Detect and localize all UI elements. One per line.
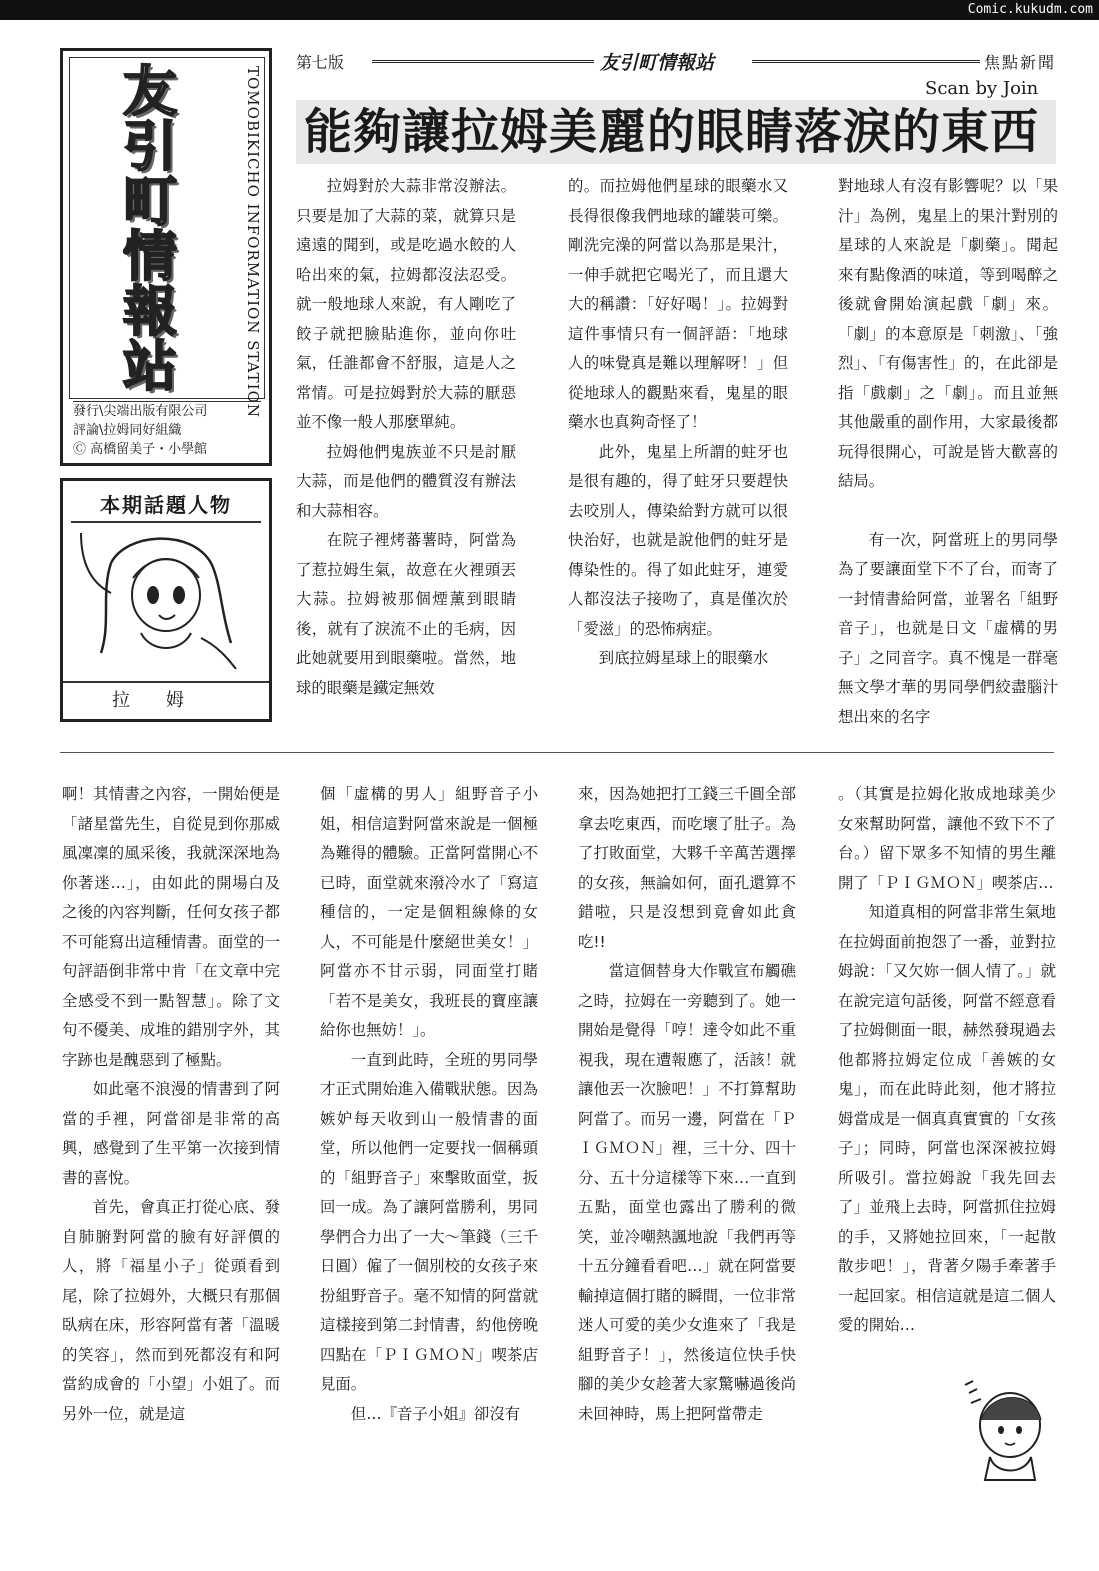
credits (73, 401, 261, 459)
logo-char: 町 (123, 169, 177, 233)
header-rule (372, 60, 594, 63)
logo-char: 情 (123, 224, 177, 288)
topic-character-box (60, 478, 272, 722)
page-header (296, 50, 1056, 72)
paragraph: 在院子裡烤蕃薯時，阿當為了惹拉姆生氣，故意在火裡頭丟大蒜。拉姆被那個煙薰到眼睛後，就有了淚流不止的毛病，因此她就要用到眼藥啦。當然，地球的眼藥是鐵定無效 (296, 531, 516, 697)
lower-column-2 (320, 780, 538, 1429)
masthead-box (60, 48, 272, 466)
paragraph: 啊！其情書之內容，一開始便是「諸星當先生，自從見到你那威風凜凜的風采後，我就深深地為你著迷…」，由如此的開場白及之後的內容判斷，任何女孩子都不可能寫出這種情書。面堂的一句評語倒非常中肯「在文章中完全感受不到一點智慧」。除了文句不優美、成堆的錯別字外，其字跡也是醜惡到了極點。 (62, 785, 280, 1069)
credit-review: 評論\拉姆同好組織 (73, 423, 182, 438)
paragraph: 。（其實是拉姆化妝成地球美少女來幫助阿當，讓他不致下不了台。）留下眾多不知情的男生離開了「ＰＩＧＭＯＮ」喫茶店… (838, 785, 1056, 892)
paragraph: 到底拉姆星球上的眼藥水 (598, 649, 769, 667)
upper-column-1 (296, 172, 516, 703)
lum-illustration (71, 521, 261, 669)
logo-char: 報 (123, 279, 177, 343)
headline-text: 能夠讓拉姆美麗的眼睛落淚的東西 (304, 104, 1040, 160)
credit-publisher: 發行\尖端出版有限公司 (73, 404, 208, 419)
top-bar (0, 0, 1099, 20)
lower-column-1 (62, 780, 280, 1429)
paragraph: 拉姆對於大蒜非常沒辦法。只要是加了大蒜的菜，就算只是遠遠的聞到，或是吃過水餃的人哈出來的氣，拉姆都沒法忍受。就一般地球人來說，有人剛吃了餃子就把臉貼進你，並向你吐氣，任誰都會不舒服，這是人之常情。可是拉姆對於大蒜的厭惡並不像一般人那麼單純。 (296, 177, 516, 431)
topic-character-name: 拉姆 (63, 681, 269, 719)
logo-char: 友 (123, 59, 177, 123)
logo-char: 引 (123, 114, 177, 178)
paragraph: 有一次，阿當班上的男同學為了要讓面堂下不了台，而寄了一封情書給阿當，並署名「組野音子」，也就是日文「虛構的男子」之同音字。真不愧是一群毫無文學才華的男同學們絞盡腦汁想出來的名字 (838, 530, 1058, 726)
series-title: 友引町情報站 (600, 52, 715, 74)
lower-column-3 (578, 780, 796, 1429)
paragraph: 知道真相的阿當非常生氣地在拉姆面前抱怨了一番，並對拉姆說：「又欠妳一個人情了。」就在說完這句話後，阿當不經意看了拉姆側面一眼，赫然發現過去他都將拉姆定位成「善嫉的女鬼」，而在此時此刻，他才將拉姆當成是一個真真實實的「女孩子」；同時，阿當也深深被拉姆所吸引。當拉姆說「我先回去了」並飛上去時，阿當抓住拉姆的手，又將她拉回來，「一起散散步吧！」，背著夕陽手牽著手一起回家。相信這就是這二個人愛的開始… (838, 903, 1056, 1334)
logo-english: TOMOBIKICHO INFORMATION STATION (244, 66, 262, 419)
header-rule (752, 60, 980, 63)
lum-drawing (71, 523, 261, 669)
paragraph: 首先，會真正打從心底、發自肺腑對阿當的臉有好評價的人，將「福星小子」從頭看到尾，除了拉姆外，大概只有那個臥病在床，形容阿當有著「溫暖的笑容」，然而到死都沒有和阿當約成會的「小望」小姐了。而另外一位，就是這 (62, 1198, 280, 1423)
site-watermark: Comic.kukudm.com (967, 2, 1093, 17)
paragraph: 來，因為她把打工錢三千圓全部拿去吃東西，而吃壞了肚子。為了打敗面堂，大夥千辛萬苦選擇的女孩，無論如何，面孔還算不錯啦，只是沒想到竟會如此貪吃!! (578, 785, 796, 951)
paragraph: 個「虛構的男人」組野音子小姐，相信這對阿當來說是一個極為難得的體驗。正當阿當開心不已時，面堂就來潑冷水了「寫這種信的，一定是個粗線條的女人，不可能是什麼絕世美女！」阿當亦不甘示弱，同面堂打賭「若不是美女，我班長的寶座讓給你也無妨！」。 (320, 785, 538, 1039)
issue-label: 第七版 (296, 53, 345, 72)
paragraph: 一直到此時，全班的男同學才正式開始進入備戰狀態。因為嫉妒每天收到山一般情書的面堂，所以他們一定要找一個稱頭的「組野音子」來擊敗面堂，扳回一成。為了讓阿當勝利，男同學們合力出了一大～筆錢（三千日圓）僱了一個別校的女孩子來扮組野音子。毫不知情的阿當就這樣接到第二封情書，約他傍晚四點在「ＰＩＧＭＯＮ」喫茶店見面。 (320, 1050, 538, 1393)
paragraph: 拉姆他們鬼族並不只是討厭大蒜，而是他們的體質沒有辦法和大蒜相容。 (296, 442, 516, 520)
paragraph: 如此毫不浪漫的情書到了阿當的手裡，阿當卻是非常的高興，感覺到了生平第一次接到情書的喜悅。 (62, 1080, 280, 1187)
chibi-doodle (955, 1375, 1055, 1485)
paragraph: 當這個替身大作戰宣布觸礁之時，拉姆在一旁聽到了。她一開始是覺得「哼！達令如此不重視我，現在遭報應了，活該！就讓他丟一次臉吧！」不打算幫助阿當了。而另一邊，阿當在「ＰＩＧＭＯＮ」裡，三十分、四十分、五十分這樣等下來…一直到五點，面堂也露出了勝利的微笑，並冷嘲熱諷地說「我們再等十五分鐘看看吧…」就在阿當要輸掉這個打賭的瞬間，一位非常迷人可愛的美少女進來了「我是組野音子！」，然後這位快手快腳的美少女趁著大家驚嚇過後尚未回神時，馬上把阿當帶走 (578, 962, 796, 1423)
logo-title (84, 59, 226, 398)
logo-char: 站 (123, 334, 177, 398)
lower-column-4 (838, 780, 1056, 1341)
paragraph: 但…『音子小姐』卻沒有 (350, 1404, 521, 1423)
upper-column-2 (568, 172, 788, 674)
paragraph: 的。而拉姆他們星球的眼藥水又長得很像我們地球的罐裝可樂。剛洗完澡的阿當以為那是果汁，一伸手就把它喝光了，而且還大大的稱讚：「好好喝！」。拉姆對這件事情只有一個評語：「地球人的味覺真是難以理解呀！」但從地球人的觀點來看，鬼星的眼藥水也真夠奇怪了！ (568, 177, 788, 431)
headline (296, 100, 1056, 164)
section-label: 焦點新聞 (983, 53, 1056, 72)
upper-column-3 (838, 172, 1058, 732)
topic-title: 本期話題人物 (100, 493, 232, 517)
credit-copyright: Ⓒ 高橋留美子・小學館 (73, 442, 208, 457)
paragraph: 此外，鬼星上所謂的蛀牙也是很有趣的，得了蛀牙只要趕快去咬別人，傳染給對方就可以很快治好，也就是說他們的蛀牙是傳染性的。得了如此蛀牙，連愛人都沒法子接吻了，真是僅次於「愛滋」的恐怖病症。 (568, 442, 788, 638)
scan-credit: Scan by Join (925, 78, 1039, 99)
paragraph: 對地球人有沒有影響呢？以「果汁」為例，鬼星上的果汁對別的星球的人來說是「劇藥」。聞起來有點像酒的味道，等到喝醉之後就會開始演起戲「劇」來。「劇」的本意原是「刺激」、「強烈」、「有傷害性」的，在此卻是指「戲劇」之「劇」。而且並無其他嚴重的副作用，大家最後都玩得很開心，可說是皆大歡喜的結局。 (838, 177, 1058, 490)
section-divider (60, 752, 1054, 753)
